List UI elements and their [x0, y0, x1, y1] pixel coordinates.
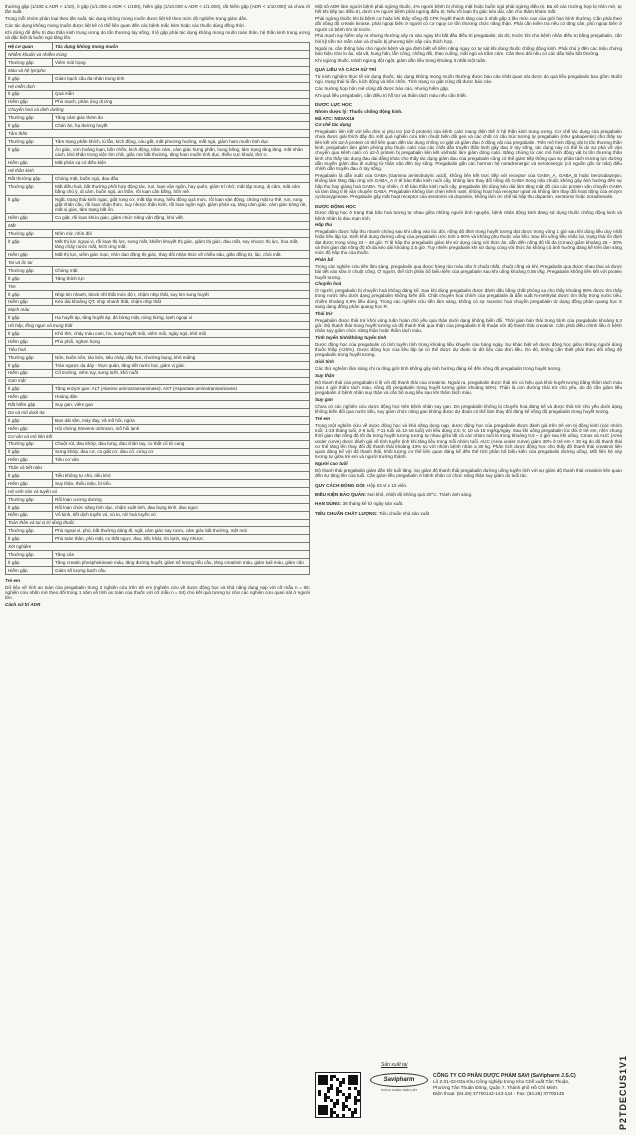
frequency-cell: Ít gặp	[6, 535, 53, 543]
organ-group-row	[6, 282, 310, 290]
frequency-cell: Hiếm gặp	[6, 214, 53, 222]
pk-section-title: Suy gan	[315, 397, 333, 402]
effect-cell: Kéo dài khoảng QT, nhịp nhanh thất, chậm nhịp thất	[53, 298, 310, 306]
organ-group-row	[6, 66, 310, 74]
frequency-cell: Ít gặp	[6, 385, 53, 393]
qr-module	[327, 1090, 330, 1093]
pk-section-text: Độ thanh thải pregabalin giảm dần khi tuổi tăng. Sự giảm độ thanh thải pregabalin đường uống tuyến tính với sự giảm độ thanh thải creatinin liên quan đến sự tăng lên của tuổi. Cần giảm liều pregabalin ở bệnh nhân có chức năng thận suy giảm do tuổi tác.	[315, 468, 622, 479]
table-row	[6, 448, 310, 456]
qr-module	[333, 1105, 336, 1108]
pk-section-title: Suy thận	[315, 372, 335, 378]
effect-cell: Chóng mặt, buồn ngủ, đau đầu	[53, 174, 310, 182]
manufacturer-footer	[315, 1048, 615, 1134]
table-row	[6, 456, 310, 464]
shelf-life-line	[315, 501, 622, 506]
frequency-cell: Ít gặp	[6, 448, 53, 456]
table-row	[6, 159, 310, 167]
table-row	[6, 267, 310, 275]
effect-cell: Tiêu cơ vân	[53, 456, 310, 464]
pk-section-title: Phân bố	[315, 257, 334, 263]
pk-section-text: Trong các nghiên cứu tiền lâm sàng, pregabalin qua được hàng rào máu não ở chuột nhắt, chuột cống và khỉ. Pregabalin qua được nhau thai và được bài tiết vào sữa ở chuột cống. Ở người, thể tích phân bố biểu kiến của pregabalin sau khi uống khoảng 0,56 l/kg. Pregabalin không liên kết với protein huyết tương.	[315, 263, 622, 280]
table-row	[6, 182, 310, 195]
table-row	[6, 424, 310, 432]
pk-section-title: Giới tính	[315, 359, 334, 365]
packaging-value: Hộp 03 vỉ x 10 viên.	[367, 482, 408, 488]
frequency-cell: Ít gặp	[6, 314, 53, 322]
pharmacokinetics-heading: DƯỢC ĐỘNG HỌC	[315, 203, 356, 209]
organ-group-name: Chuyển hoá và dinh dưỡng	[6, 106, 310, 114]
frequency-cell: Hiếm gặp	[6, 159, 53, 167]
organ-group-name: Mạch máu	[6, 306, 310, 314]
table-row	[6, 535, 310, 543]
table-row	[6, 114, 310, 122]
organ-group-name: Da và mô dưới da	[6, 409, 310, 417]
table-row	[6, 298, 310, 306]
table-row	[6, 90, 310, 98]
effect-cell: Hội chứng Stevens-Johnson, mồ hôi lạnh	[53, 424, 310, 432]
effect-cell: Co giật, rối loạn khứu giác, giảm chức năng vận động, khó viết.	[53, 214, 310, 222]
adr-management-text	[315, 4, 622, 63]
table-row	[6, 369, 310, 377]
pk-section-title: Người cao tuổi	[315, 461, 348, 467]
organ-group-name: Thận và tiết niệu	[6, 464, 310, 472]
organ-group-row	[6, 345, 310, 353]
frequency-cell: Thường gặp	[6, 267, 53, 275]
qr-module	[354, 1111, 357, 1114]
qr-module	[342, 1108, 345, 1111]
frequency-cell: Thường gặp	[6, 527, 53, 535]
effect-cell: Rối loạn chức năng tình dục, chậm xuất tinh, đau bụng kinh, đau ngực	[53, 503, 310, 511]
company-name: CÔNG TY CỔ PHẦN DƯỢC PHẨM SAVI (SaVipharm J.S.C)	[433, 1073, 576, 1079]
frequency-cell: Hiếm gặp	[6, 251, 53, 259]
organ-group-row	[6, 464, 310, 472]
pk-section-text: Các thử nghiệm lâm sàng chỉ ra rằng giới tính không gây ảnh hưởng đáng kể đến nồng độ pregabalin trong huyết tương.	[315, 366, 562, 372]
organ-group-name: Hô hấp, lồng ngực và trung thất	[6, 322, 310, 330]
qr-module	[342, 1081, 345, 1084]
overdose-paragraph: Các trường hợp hôn mê cũng đã được báo cáo, nhưng hiếm gặp.	[315, 85, 450, 91]
frequency-cell: Ít gặp	[6, 330, 53, 338]
adr-management-heading: Cách xử trí ADR	[5, 601, 41, 607]
frequency-cell: Thường gặp	[6, 495, 53, 503]
effect-cell: Hạ huyết áp, tăng huyết áp, đỏ bừng mặt, nóng bừng, lạnh ngoại vi	[53, 314, 310, 322]
effect-cell: Tâm trạng phấn khích, lú lẫn, kích động, cáu gắt, mất phương hướng, mất ngủ, giảm ham muốn tình dục	[53, 137, 310, 145]
table-header-row	[6, 43, 310, 51]
intro-paragraph: thường gặp (1/100 ≤ ADR < 1/10), ít gặp (1/1.000 ≤ ADR < 1/100), hiếm gặp (1/10.000 ≤ ADR < 1/1.000), rất hiếm gặp (ADR < 1/10.000) và chưa rõ tần suất.	[5, 4, 310, 15]
pk-section-text: Pregabalin được hấp thu nhanh chóng sau khi uống vào lúc đói, nồng độ đỉnh trong huyết tương đạt được trong vòng 1 giờ sau khi dùng liều duy nhất hoặc liều lặp lại. Sinh khả dụng đường uống của pregabalin ước tính ≥ 90% và không phụ thuộc vào liều. Sau khi uống liều nhắc lại, trạng thái ổn định đạt được trong vòng 24 – 48 giờ. Tỉ lệ hấp thu pregabalin giảm khi sử dụng cùng với thức ăn, dẫn đến nồng độ tối đa (Cmax) giảm khoảng 25 – 30% và thời gian đạt nồng độ tối đa kéo dài khoảng 2,5 giờ. Tuy nhiên pregabalin khi sử dụng cùng với thức ăn không có ảnh hưởng đáng kể trên lâm sàng mức độ hấp thu của thuốc.	[315, 229, 622, 256]
organ-group-name: Hệ thần kinh	[6, 166, 310, 174]
organ-group-row	[6, 543, 310, 551]
effect-cell: Hoàng đản	[53, 393, 310, 401]
qr-module	[357, 1099, 360, 1102]
qr-module	[348, 1096, 351, 1099]
table-row	[6, 98, 310, 106]
effect-cell: Suy gan, viêm gan	[53, 401, 310, 409]
effect-cell: Nhìn mờ, nhìn đôi	[53, 230, 310, 238]
table-row	[6, 440, 310, 448]
effect-cell: Viêm mũi họng	[53, 59, 310, 67]
effect-cell: Phù toàn thân, phù mặt, co thắt ngực, đau, sốt, khát, ớn lạnh, suy nhược	[53, 535, 310, 543]
effect-cell: Mất thị lực, viêm giác mạc, nhìn dao động thị giác, thay đổi nhận thức về chiều sâu, giãn đồng tử, lác, chói mắt.	[53, 251, 310, 259]
frequency-cell: Ít gặp	[6, 503, 53, 511]
frequency-cell: Ít gặp	[6, 290, 53, 298]
organ-group-row	[6, 306, 310, 314]
savipharm-logo	[370, 1073, 428, 1095]
organ-group-name: Máu và hệ lympho	[6, 66, 310, 74]
packaging-label: QUY CÁCH ĐÓNG GÓI:	[315, 482, 366, 488]
logo-wordmark: Savipharm	[370, 1073, 428, 1087]
qr-code-icon	[315, 1072, 361, 1118]
intro-paragraphs	[5, 4, 310, 40]
table-row	[6, 330, 310, 338]
effect-cell: Sưng khớp, đau cơ, co giật cơ, đau cổ, cứng cơ	[53, 448, 310, 456]
pharm-group: Nhóm dược lý: Thuốc chống động kinh.	[315, 108, 403, 114]
quality-line	[315, 511, 622, 516]
organ-group-name: Mắt	[6, 222, 310, 230]
pk-section-text: Độ thanh thải của pregabalin tỉ lệ với độ thanh thải của creatinin. Ngoài ra, pregabalin được thải trừ có hiệu quả khỏi huyết tương bằng thẩm tách máu (sau 4 giờ thẩm tách máu, nồng độ pregabalin trong huyết tương giảm khoảng 50%). Thận là con đường thải trừ chủ yếu, do đó cần giảm liều pregabalin ở bệnh nhân suy thận và cần bổ sung liều sau khi thẩm tách máu.	[315, 379, 622, 396]
organ-group-row	[6, 432, 310, 440]
frequency-cell: Hiếm gặp	[6, 369, 53, 377]
intro-paragraph: Khi dừng để điều trị đau thần kinh trung ương do tổn thương tủy sống, tỉ lệ gặp phải tác dụng không mong muốn toàn thân, hệ thần kinh trung ương và đặc biệt là buồn ngủ tăng lên.	[5, 29, 310, 40]
organ-group-name: Hệ sinh sản và tuyến vú	[6, 487, 310, 495]
made-at-label: Sản xuất tại	[381, 1062, 408, 1068]
effect-cell: Cổ trướng, viêm tụy, sưng lưỡi, khó nuốt	[53, 369, 310, 377]
frequency-cell: Thường gặp	[6, 114, 53, 122]
effect-cell: Quá mẫn	[53, 90, 310, 98]
overdose-paragraph: Từ kinh nghiệm thực tế sử dụng thuốc, tác dụng không mong muốn thường được báo cáo nhất quan sát được do quá liều pregabalin bao gồm: Buồn ngủ, trạng thái lú lẫn, kích động và bồn chồn. Tình trạng co giật cũng đã được báo cáo.	[315, 73, 622, 85]
storage-line	[315, 492, 622, 497]
effect-cell: Nhịp tim nhanh, block nhĩ thất mức độ I, chậm nhịp thất, suy tim sung huyết	[53, 290, 310, 298]
organ-group-row	[6, 82, 310, 90]
organ-group-row	[6, 377, 310, 385]
organ-group-name: Toàn thân và tại vị trí dùng thuốc	[6, 519, 310, 527]
organ-group-row	[6, 409, 310, 417]
effect-cell: Vô kinh, tiết dịch tuyến vú, vú to, nữ hoá tuyến vú	[53, 511, 310, 519]
table-row	[6, 353, 310, 361]
effect-cell: Chán ăn, hạ đường huyết	[53, 122, 310, 130]
table-row	[6, 393, 310, 401]
pk-section-title: Tính tuyến tính/không tuyến tính	[315, 335, 387, 341]
qr-module	[336, 1114, 339, 1117]
table-row	[6, 566, 310, 574]
effect-cell: Tăng enzym gan: ALT (Alanine aminotransaminase); AST (Aspartate aminotransaminase)	[53, 385, 310, 393]
effect-cell: Tăng creatin phosphokinase máu, tăng đường huyết, giảm số lượng tiểu cầu, tăng creatinin máu, giảm kali máu, giảm cân	[53, 558, 310, 566]
frequency-cell: Hiếm gặp	[6, 456, 53, 464]
shelf-life-label: HẠN DÙNG:	[315, 501, 342, 507]
pk-section-text: Dược động học của pregabalin có tính tuyến tính trong khoảng liều khuyến cáo hàng ngày. Sự khác biệt về dược động học giữa những người dùng thuốc thấp (<20%). Dược động học của liều lặp lại có thể được dự đoán từ dữ liệu của đơn liều. Do đó, không cần thiết phải theo dõi nồng độ pregabalin trong huyết tương.	[315, 341, 622, 358]
organ-group-row	[6, 322, 310, 330]
frequency-cell: Ít gặp	[6, 416, 53, 424]
effect-cell: Trào ngược dạ dày - thực quản, tăng tiết nước bọt, giảm vị giác	[53, 361, 310, 369]
organ-group-row	[6, 487, 310, 495]
mechanism-text	[315, 129, 622, 199]
effect-cell: Tiểu không tự chủ, tiểu khó	[53, 472, 310, 480]
qr-module	[318, 1093, 321, 1096]
mechanism-paragraph: Pregabalin liên kết với tiểu đơn vị phụ trợ (α2-δ protein) của kênh calci mang điện thế ở hệ thần kinh trung ương. Cơ chế tác dụng của pregabalin chưa được giải thích đầy đủ. Kết quả nghiên cứu trên chuột biến đổi gen và các chất có cấu trúc tương tự pregabalin (như gabapentin) cho thấy sự liên kết với α2-δ protein có thể liên quan đến tác dụng chống co giật và giảm đau ở động vật của pregabalin. Trên mô hình động vật bị tổn thương thần kinh, pregabalin làm giảm phóng phụ thuộc calci của các chất dẫn truyền thần kinh gây đau ở tủy sống, tác dụng này có thể là do sự phá vỡ vận chuyển qua kênh calci có α2-δ protein bị pregabalin liên kết và/hoặc làm giảm dòng calci. Bằng chứng từ các mô hình động vật bị tổn thương thần kinh cho thấy tác dụng đau dai dẳng khác cho thấy tác dụng giảm đau của pregabalin cũng có thể giảm tiếp thông qua sự phân tách trương lực đường dẫn truyền giảm đau đi xuống từ thân não đến tủy sống. Pregabalin gắn các hormon hệ noradrenergic và serotonergic (có nguồn gốc từ não) điều chỉnh dẫn truyền đau ở tủy sống.	[315, 129, 622, 172]
overdose-heading: QUÁ LIỀU VÀ CÁCH XỬ TRÍ	[315, 66, 376, 72]
side-code	[618, 945, 633, 1130]
frequency-cell: Hiếm gặp	[6, 424, 53, 432]
left-column	[5, 4, 310, 1132]
table-row	[6, 122, 310, 130]
table-row	[6, 480, 310, 488]
table-row	[6, 251, 310, 259]
pk-section-title: Chuyển hoá	[315, 281, 342, 287]
effect-cell: Rối loạn cương dương	[53, 495, 310, 503]
storage-label: ĐIỀU KIỆN BẢO QUẢN:	[315, 491, 367, 497]
effect-cell: Tăng thính lực	[53, 274, 310, 282]
adr-management-paragraph: Phải ngừng thuốc khi bị bệnh cơ hoặc khi thấy nồng độ CPK huyết thanh tăng cao ít nhất gấp 3 lần mức cao của giới hạn bình thường. Cần phải theo dõi nồng độ creatin kinase, phải ngoại biên ở người có cơ nguy cơ tổn thương chức năng thận. Phải cần kiểm tra nếu có tăng cân, phù ngoại biên ở người có bệnh tim từ trước.	[315, 16, 622, 32]
company-address-2: Phường Tân Thuận Đông, Quận 7, Thành phố Hồ Chí Minh.	[433, 1085, 559, 1090]
table-row	[6, 214, 310, 222]
organ-group-name: Tiêu hoá	[6, 345, 310, 353]
table-row	[6, 74, 310, 82]
organ-group-row	[6, 106, 310, 114]
effect-cell: Giảm bạch cầu đa nhân trung tính	[53, 74, 310, 82]
organ-group-name: Tim	[6, 282, 310, 290]
pk-intro: Dược động học ở trạng thái bão hoà tương tự nhau giữa những người tình nguyện, bệnh nhân động kinh đang sử dụng thuốc chống động kinh và bệnh nhân bị đau mạn tính.	[315, 210, 622, 221]
frequency-cell: Hiếm gặp	[6, 511, 53, 519]
frequency-cell: Ít gặp	[6, 238, 53, 251]
qr-module	[330, 1078, 333, 1081]
table-row	[6, 527, 310, 535]
frequency-cell: Hiếm gặp	[6, 480, 53, 488]
pk-section-title: Hấp thu	[315, 222, 333, 228]
storage-value: Nơi khô, nhiệt độ không quá 30°C. Tránh ánh sáng.	[367, 491, 473, 497]
table-row	[6, 230, 310, 238]
table-row	[6, 145, 310, 158]
frequency-cell: Hiếm gặp	[6, 393, 53, 401]
pk-sections	[315, 222, 622, 478]
effect-cell: Mất phản xạ có điều kiện	[53, 159, 310, 167]
qr-module	[318, 1075, 328, 1085]
table-row	[6, 558, 310, 566]
table-row	[6, 385, 310, 393]
organ-group-row	[6, 222, 310, 230]
organ-group-row	[6, 259, 310, 267]
qr-module	[318, 1105, 328, 1115]
frequency-cell: Ít gặp	[6, 195, 53, 213]
table-row	[6, 274, 310, 282]
pk-section-title: Thải trừ	[315, 310, 333, 316]
effect-cell: Mất thị lực ngoại vi, rối loạn thị lực, sưng mắt, khiếm khuyết thị giác, giảm thị giác, đau mắt, suy nhược thị lực, hoa mắt, tăng chảy nước mắt, kích ứng mắt.	[53, 238, 310, 251]
table-row	[6, 174, 310, 182]
pk-section-text: Ở người, pregabalin bị chuyển hoá không đáng kể. Sau khi dùng pregabalin được đánh dấu bằng chất phóng xạ cho thấy khoảng 98% được tìm thấy trong nước tiểu dưới dạng pregabalin không biến đổi. Chất chuyển hoá chính của pregabalin là dẫn xuất N-methylat được tìm thấy trong nước tiểu, chiếm khoảng 0,9% liều dùng. Trong các nghiên cứu tiền lâm sàng, không có sự racemic hoá chuyển pregabalin từ dạng đồng phân quang học S sang dạng đồng phân quang học R.	[315, 288, 622, 310]
frequency-cell: Hiếm gặp	[6, 338, 53, 346]
effect-cell: Chuột rút, đau khớp, đau lưng, đau chân tay, co thắt cổ tử cung	[53, 440, 310, 448]
frequency-cell: Hiếm gặp	[6, 566, 53, 574]
effect-cell: Phù mạch, phản ứng dị ứng	[53, 98, 310, 106]
effect-cell: Phù phổi, nghẹn họng	[53, 338, 310, 346]
table-row	[6, 361, 310, 369]
effect-cell: Ảo giác, cơn hoảng loạn, bồn chồn, kích động, trầm cảm, cảm giác hưng phấn, hung hăng, tâm trạng tăng lăng, mất nhân cách, khó khăn trong việc tìm chữ, giấc mơ bất thường, tăng ham muốn tình dục, thiếu cực khoái, thờ ơ.	[53, 145, 310, 158]
company-info	[433, 1073, 618, 1097]
pk-section-title: Trẻ em	[315, 415, 330, 421]
frequency-cell: Ít gặp	[6, 361, 53, 369]
table-row	[6, 195, 310, 213]
qr-module	[324, 1099, 327, 1102]
intro-paragraph: Các tác dụng không mong muốn được liệt kê có thể liên quan đến các bệnh mắc kèm hoặc các thuốc dùng đồng thời.	[5, 22, 245, 28]
effect-cell: Tăng cảm giác thèm ăn	[53, 114, 310, 122]
qr-module	[342, 1114, 345, 1117]
packaging-line	[315, 483, 622, 488]
table-row	[6, 290, 310, 298]
frequency-cell: Thường gặp	[6, 440, 53, 448]
frequency-cell: Thường gặp	[6, 230, 53, 238]
right-column	[315, 4, 622, 1132]
organ-group-row	[6, 130, 310, 138]
qr-module	[336, 1093, 339, 1096]
qr-module	[336, 1102, 339, 1105]
frequency-cell: Thường gặp	[6, 59, 53, 67]
qr-module	[339, 1084, 342, 1087]
pk-section-text: Trong một nghiên cứu về dược động học và khả năng dung nạp, dược động học của pregabalin được đánh giá trên trẻ em bị động kinh (các nhóm tuổi: 1-23 tháng tuổi, 2-6 tuổi, 7-11 tuổi và 12-16 tuổi) với liều dùng 2,5; 5; 10 và 15 mg/kg/ngày. Sau khi uống pregabalin lúc đói ở trẻ em, nhìn chung thời gian đạt nồng độ tối đa trong huyết tương tương tự nhau giữa tất cả các nhóm tuổi là trong khoảng 0,5 – 2 giờ sau khi uống. Cmax và AUC (Area under curve) được đánh giá về tính tuyến tính khi tăng liều trong mỗi nhóm tuổi. AUC (Area under curve) giảm 30% ở trẻ em < 30 kg do độ thanh thải cơ thể tăng lên thay đổi độ thanh thải khoảng 43% so với nhóm bệnh nhân ≥ 30 kg. Phân tích dược động học cho thấy độ thanh thải creatinin liên quan đáng kể với độ thanh thải, khối lượng cơ thể liên quan đáng kể đến thể tích phân bố biểu kiến của pregabalin đường uống. Mối liên hệ này tương tự giữa trẻ em và người trưởng thành.	[315, 422, 622, 460]
quality-value: Tiêu chuẩn nhà sản xuất	[378, 510, 430, 516]
intro-paragraph: Trong mỗi nhóm phân loại theo tần suất, tác dụng không mong muốn được liệt kê theo mức độ nghiêm trọng giảm dần.	[5, 16, 248, 22]
frequency-cell: Ít gặp	[6, 274, 53, 282]
frequency-cell: Rất thường gặp	[6, 174, 53, 182]
frequency-cell: Hiếm gặp	[6, 298, 53, 306]
organ-group-name: Xét nghiệm	[6, 543, 310, 551]
table-row	[6, 551, 310, 559]
effect-cell: Phù ngoại vi, phù, bất thường dáng đi, ngã, cảm giác say rượu, cảm giác bất thường, mệt mỏi	[53, 527, 310, 535]
frequency-cell: Ít gặp	[6, 558, 53, 566]
table-row	[6, 416, 310, 424]
frequency-cell: Rất hiếm gặp	[6, 401, 53, 409]
table-row	[6, 338, 310, 346]
frequency-cell: Thường gặp	[6, 551, 53, 559]
qr-module	[348, 1087, 351, 1090]
organ-group-row	[6, 166, 310, 174]
organ-group-name: Hệ miễn dịch	[6, 82, 310, 90]
qr-module	[348, 1075, 358, 1085]
adr-management-paragraph: Khi ngừng thuốc, tránh ngừng đột ngột, giảm dần liều trong khoảng ít nhất một tuần.	[315, 57, 487, 63]
adverse-effects-table	[5, 42, 310, 574]
logo-tagline: TRÁCH NHIỆM TRÊN HẾT	[380, 1088, 418, 1092]
adr-management-paragraph: Ngoài ra, cần thông báo cho người bệnh và gia đình biết về tiềm năng nguy cơ tự sát khi dùng thuốc chống động kinh. Phải chú ý đến các triệu chứng báo hiệu như lo âu, vật vã, hung hăn, lẫn công, chống đối, thao cuồng, mất ngủ và trầm cảm. Cần theo dõi nếu có các dấu hiệu bất thường.	[315, 45, 622, 56]
adr-management-paragraph: Phù mạch tuy hiếm xảy ra nhưng thường xảy ra vào ngay khi bắt đầu điều trị pregabalin; do đó, trước khi cho bệnh nhân điều trị bằng pregabalin, cần hỏi kỹ tiền sử mẫn cảm và chuẩn bị phương tiện cấp cứu thích hợp.	[315, 33, 622, 44]
effect-cell: Mất điều hoà, bất thường phối hợp động tác, run, loạn vận ngôn, hay quên, giảm trí nhớ, mất tập trung, dị cảm, mất cảm bằng chủ ý, dị cảm, buồn ngủ, an thần, rối loạn cân bằng, hôn mê.	[53, 182, 310, 195]
table-row	[6, 511, 310, 519]
frequency-cell: Thường gặp	[6, 137, 53, 145]
company-phone: Điện thoại: (84.28) 37700142-143-144 - Fax: (84.28) 37700145	[433, 1091, 565, 1096]
qr-module	[345, 1099, 348, 1102]
overdose-paragraph: Khi quá liều pregabalin, cần điều trị hỗ trợ và thẩm tách máu nếu cần thiết.	[315, 92, 467, 98]
table-row	[6, 472, 310, 480]
effect-cell: Tăng cân	[53, 551, 310, 559]
qr-module	[357, 1093, 360, 1096]
header-effect: Tác dụng không mong muốn	[53, 43, 310, 51]
qr-module	[330, 1087, 333, 1090]
effect-cell: Suy thận, thiểu niệu, bí tiểu	[53, 480, 310, 488]
table-row	[6, 401, 310, 409]
frequency-cell: Ít gặp	[6, 122, 53, 130]
pk-section-text: Chưa có các nghiên cứu dược động học trên bệnh nhân suy gan. Do pregabalin không bị chuyển hoá đáng kể và được thải trừ chủ yếu dưới dạng không biến đổi qua nước tiểu, suy giảm chức năng gan không được dự đoán có thể làm thay đổi đáng kể nồng độ pregabalin trong huyết tương.	[315, 403, 622, 415]
mechanism-paragraph: Pregabalin là dẫn xuất của GABA (Gamma aminobutyric acid), không liên kết trực tiếp với receptor của GABA_A, GABA_B hoặc benzodiazepin, không làm tăng đáp ứng với GABA_A ở tế bào thần kinh nuôi cấy, không làm thay đổi nồng độ GABA trong não chuột, không gây ảnh hưởng đến sự hấp thu hay giáng hoá GABA. Tuy nhiên, ở tế bào thần kinh nuôi cấy, pregabalin khi dùng kéo dài làm tăng mật độ của các protein vận chuyển GABA và làm tăng tỉ lệ vận chuyển GABA. Pregabalin không làm chẹn kênh natri, không hoạt hoá receptor opiat và không làm thay đổi hoạt động của enzym cyclooxygenase. Pregabalin gây mất hoạt receptor của serotonin và dopamin, không làm ức chế tái hấp thu dopamin, serotonin hoặc noradrenalin.	[315, 173, 622, 200]
organ-group-row	[6, 51, 310, 59]
side-code-text: P2TDECUS1V1	[618, 1054, 628, 1130]
organ-group-name: Gan mật	[6, 377, 310, 385]
qr-module	[351, 1114, 354, 1117]
pk-section-text: Pregabalin được thải trừ khỏi vòng tuần hoàn chủ yếu qua thận dưới dạng không biến đổi. Thời gian bán thải trung bình của pregabalin khoảng 6,3 giờ. Độ thanh thải trong huyết tương và độ thanh thải qua thận của pregabalin tỉ lệ thuận với độ thanh thải creatinin. Cần phải điều chỉnh liều ở bệnh nhân suy giảm chức năng thận hoặc thẩm tách máu.	[315, 317, 622, 334]
table-row	[6, 314, 310, 322]
atc-code: Mã ATC: N03AX16	[315, 115, 355, 121]
quality-label: TIÊU CHUẨN CHẤT LƯỢNG:	[315, 510, 378, 516]
adr-management-paragraph: Một số ADR làm người bệnh phải ngừng thuốc, 4% người bệnh bị chóng mặt hoặc buồn ngủ phải ngừng điều trị. Ba số các trường hợp bị nhìn mờ, tự hết khi tiếp tục điều trị, dưới 1% người bệnh phải ngừng điều trị. Nếu rối loạn thị giác kéo dài, cần cho thăm khám mắt.	[315, 4, 622, 15]
children-text: Dữ liệu về tính an toàn của pregabalin trong 2 nghiên cứu trên trẻ em (nghiên cứu về dược động học và khả năng dung nạp với cỡ mẫu n = 65; nghiên cứu nhãn mở theo dõi trong 1 năm về tính an toàn của thuốc với cỡ mẫu n = 54) cho kết quả tương tự như các nghiên cứu quan sát ở người lớn.	[5, 584, 310, 601]
organ-group-row	[6, 519, 310, 527]
effect-cell: Ngất, trạng thái kinh ngạc, giật rung cơ, mất tập trung, hiếu động quá mức, rối loạn vận động, chóng mặt tư thế, run, rung giật nhãn cầu, rối loạn nhận thức, suy nhược thần kinh, rối loạn ngôn ngữ, giảm phản xạ, tăng cảm giác, cảm giác bỏng rát, mất vị giác, tâm trạng bất ổn.	[53, 195, 310, 213]
table-row	[6, 495, 310, 503]
organ-group-name: Tâm thần	[6, 130, 310, 138]
effect-cell: Chóng mặt	[53, 267, 310, 275]
company-address-1: Lô Z.01-02-03a Khu Công nghiệp trong Khu Chế xuất Tân Thuận,	[433, 1079, 570, 1084]
pharmacology-heading: DƯỢC LỰC HỌC	[315, 101, 353, 107]
header-organ: Hệ cơ quan	[6, 43, 53, 51]
frequency-cell: Ít gặp	[6, 472, 53, 480]
organ-group-name: Cơ vân và mô liên kết	[6, 432, 310, 440]
frequency-cell: Ít gặp	[6, 145, 53, 158]
organ-group-name: Nhiễm khuẩn và nhiễm trùng	[6, 51, 310, 59]
children-heading: Trẻ em	[5, 577, 20, 583]
table-row	[6, 238, 310, 251]
qr-module	[330, 1114, 333, 1117]
organ-group-name: Tai và ốc tai	[6, 259, 310, 267]
table-row	[6, 503, 310, 511]
frequency-cell: Thường gặp	[6, 182, 53, 195]
frequency-cell: Thường gặp	[6, 353, 53, 361]
frequency-cell: Ít gặp	[6, 90, 53, 98]
table-row	[6, 137, 310, 145]
effect-cell: Nôn, buồn nôn, táo bón, tiêu chảy, đầy hơi, chướng bụng, khô miệng	[53, 353, 310, 361]
effect-cell: Khó thở, chảy máu cam, ho, sung huyết mũi, viêm mũi, ngáy ngủ, khô mũi	[53, 330, 310, 338]
effect-cell: Ban dát sần, mày đay, vã mồ hôi, ngứa	[53, 416, 310, 424]
frequency-cell: Hiếm gặp	[6, 98, 53, 106]
overdose-text	[315, 74, 622, 98]
shelf-life-value: 36 tháng kể từ ngày sản xuất.	[342, 501, 404, 507]
mechanism-heading: Cơ chế tác dụng	[315, 122, 352, 128]
effect-cell: Giảm số lượng bạch cầu	[53, 566, 310, 574]
frequency-cell: Ít gặp	[6, 74, 53, 82]
table-row	[6, 59, 310, 67]
qr-module	[354, 1102, 357, 1105]
